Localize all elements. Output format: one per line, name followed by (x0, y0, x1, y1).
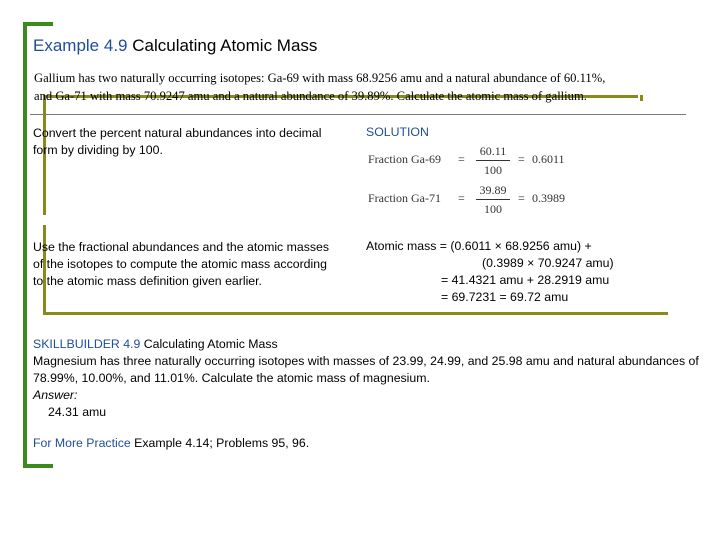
calc-line-1: Atomic mass = (0.6011 × 68.9256 amu) + (366, 239, 592, 253)
answer-label: Answer: (33, 388, 78, 402)
more-practice (33, 436, 309, 450)
skillbuilder-title: Calculating Atomic Mass (143, 337, 278, 351)
skillbuilder-label: SKILLBUILDER 4.9 (33, 337, 141, 351)
example-number: Example 4.9 (33, 36, 128, 55)
skillbuilder-section (33, 336, 703, 421)
numerator: 39.89 (479, 183, 507, 197)
horizontal-rule (30, 114, 686, 115)
more-practice-link[interactable]: For More Practice (33, 436, 131, 450)
left-frame-bar (23, 22, 27, 468)
answer-value: 24.31 amu (48, 405, 107, 419)
denominator: 100 (484, 163, 502, 177)
fraction-label: Fraction Ga-71 (368, 191, 441, 205)
skillbuilder-text: Magnesium has three naturally occurring isotopes with masses of 23.99, 24.99, and 25.98 amu and natural abundances of 78.99%, 10.00%, and 11.01%. Calculate the atomic mass of magnesium. (33, 354, 699, 385)
step2-divider (43, 312, 668, 315)
calc-line-2: (0.3989 × 70.9247 amu) (482, 256, 614, 270)
fraction-result: 0.6011 (532, 152, 565, 166)
atomic-mass-calculation (366, 238, 614, 306)
denominator: 100 (484, 202, 502, 216)
numerator: 60.11 (479, 144, 507, 158)
bottom-frame-bar (23, 464, 53, 468)
calc-line-4: = 69.7231 = 69.72 amu (441, 290, 569, 304)
fraction (476, 182, 510, 217)
fraction-bar (476, 160, 510, 161)
problem-line-2: and Ga-71 with mass 70.9247 amu and a natural abundance of 39.89%. Calculate the atomic mass of gallium. (34, 89, 587, 103)
top-frame-bar (23, 22, 53, 26)
equals-sign: = (458, 191, 465, 205)
step2-instruction: Use the fractional abundances and the atomic masses of the isotopes to compute the atomic mass according to the atomic mass definition given earlier. (33, 240, 329, 288)
problem-statement (34, 69, 699, 105)
step1-instruction: Convert the percent natural abundances into decimal form by dividing by 100. (33, 126, 322, 157)
equals-sign: = (518, 191, 525, 205)
more-practice-refs: Example 4.14; Problems 95, 96. (134, 436, 310, 450)
fraction-label: Fraction Ga-69 (368, 152, 441, 166)
fraction-result: 0.3989 (532, 191, 565, 205)
equals-sign: = (518, 152, 525, 166)
problem-line-1: Gallium has two naturally occurring isotopes: Ga-69 with mass 68.9256 amu and a natural abundance of 60.11%, (34, 71, 606, 85)
calc-line-3: = 41.4321 amu + 28.2919 amu (441, 273, 610, 287)
example-title: Calculating Atomic Mass (132, 36, 318, 55)
equals-sign: = (458, 152, 465, 166)
fraction-bar (476, 199, 510, 200)
fraction (476, 143, 510, 178)
page-title (33, 36, 317, 56)
solution-label: SOLUTION (366, 125, 429, 139)
